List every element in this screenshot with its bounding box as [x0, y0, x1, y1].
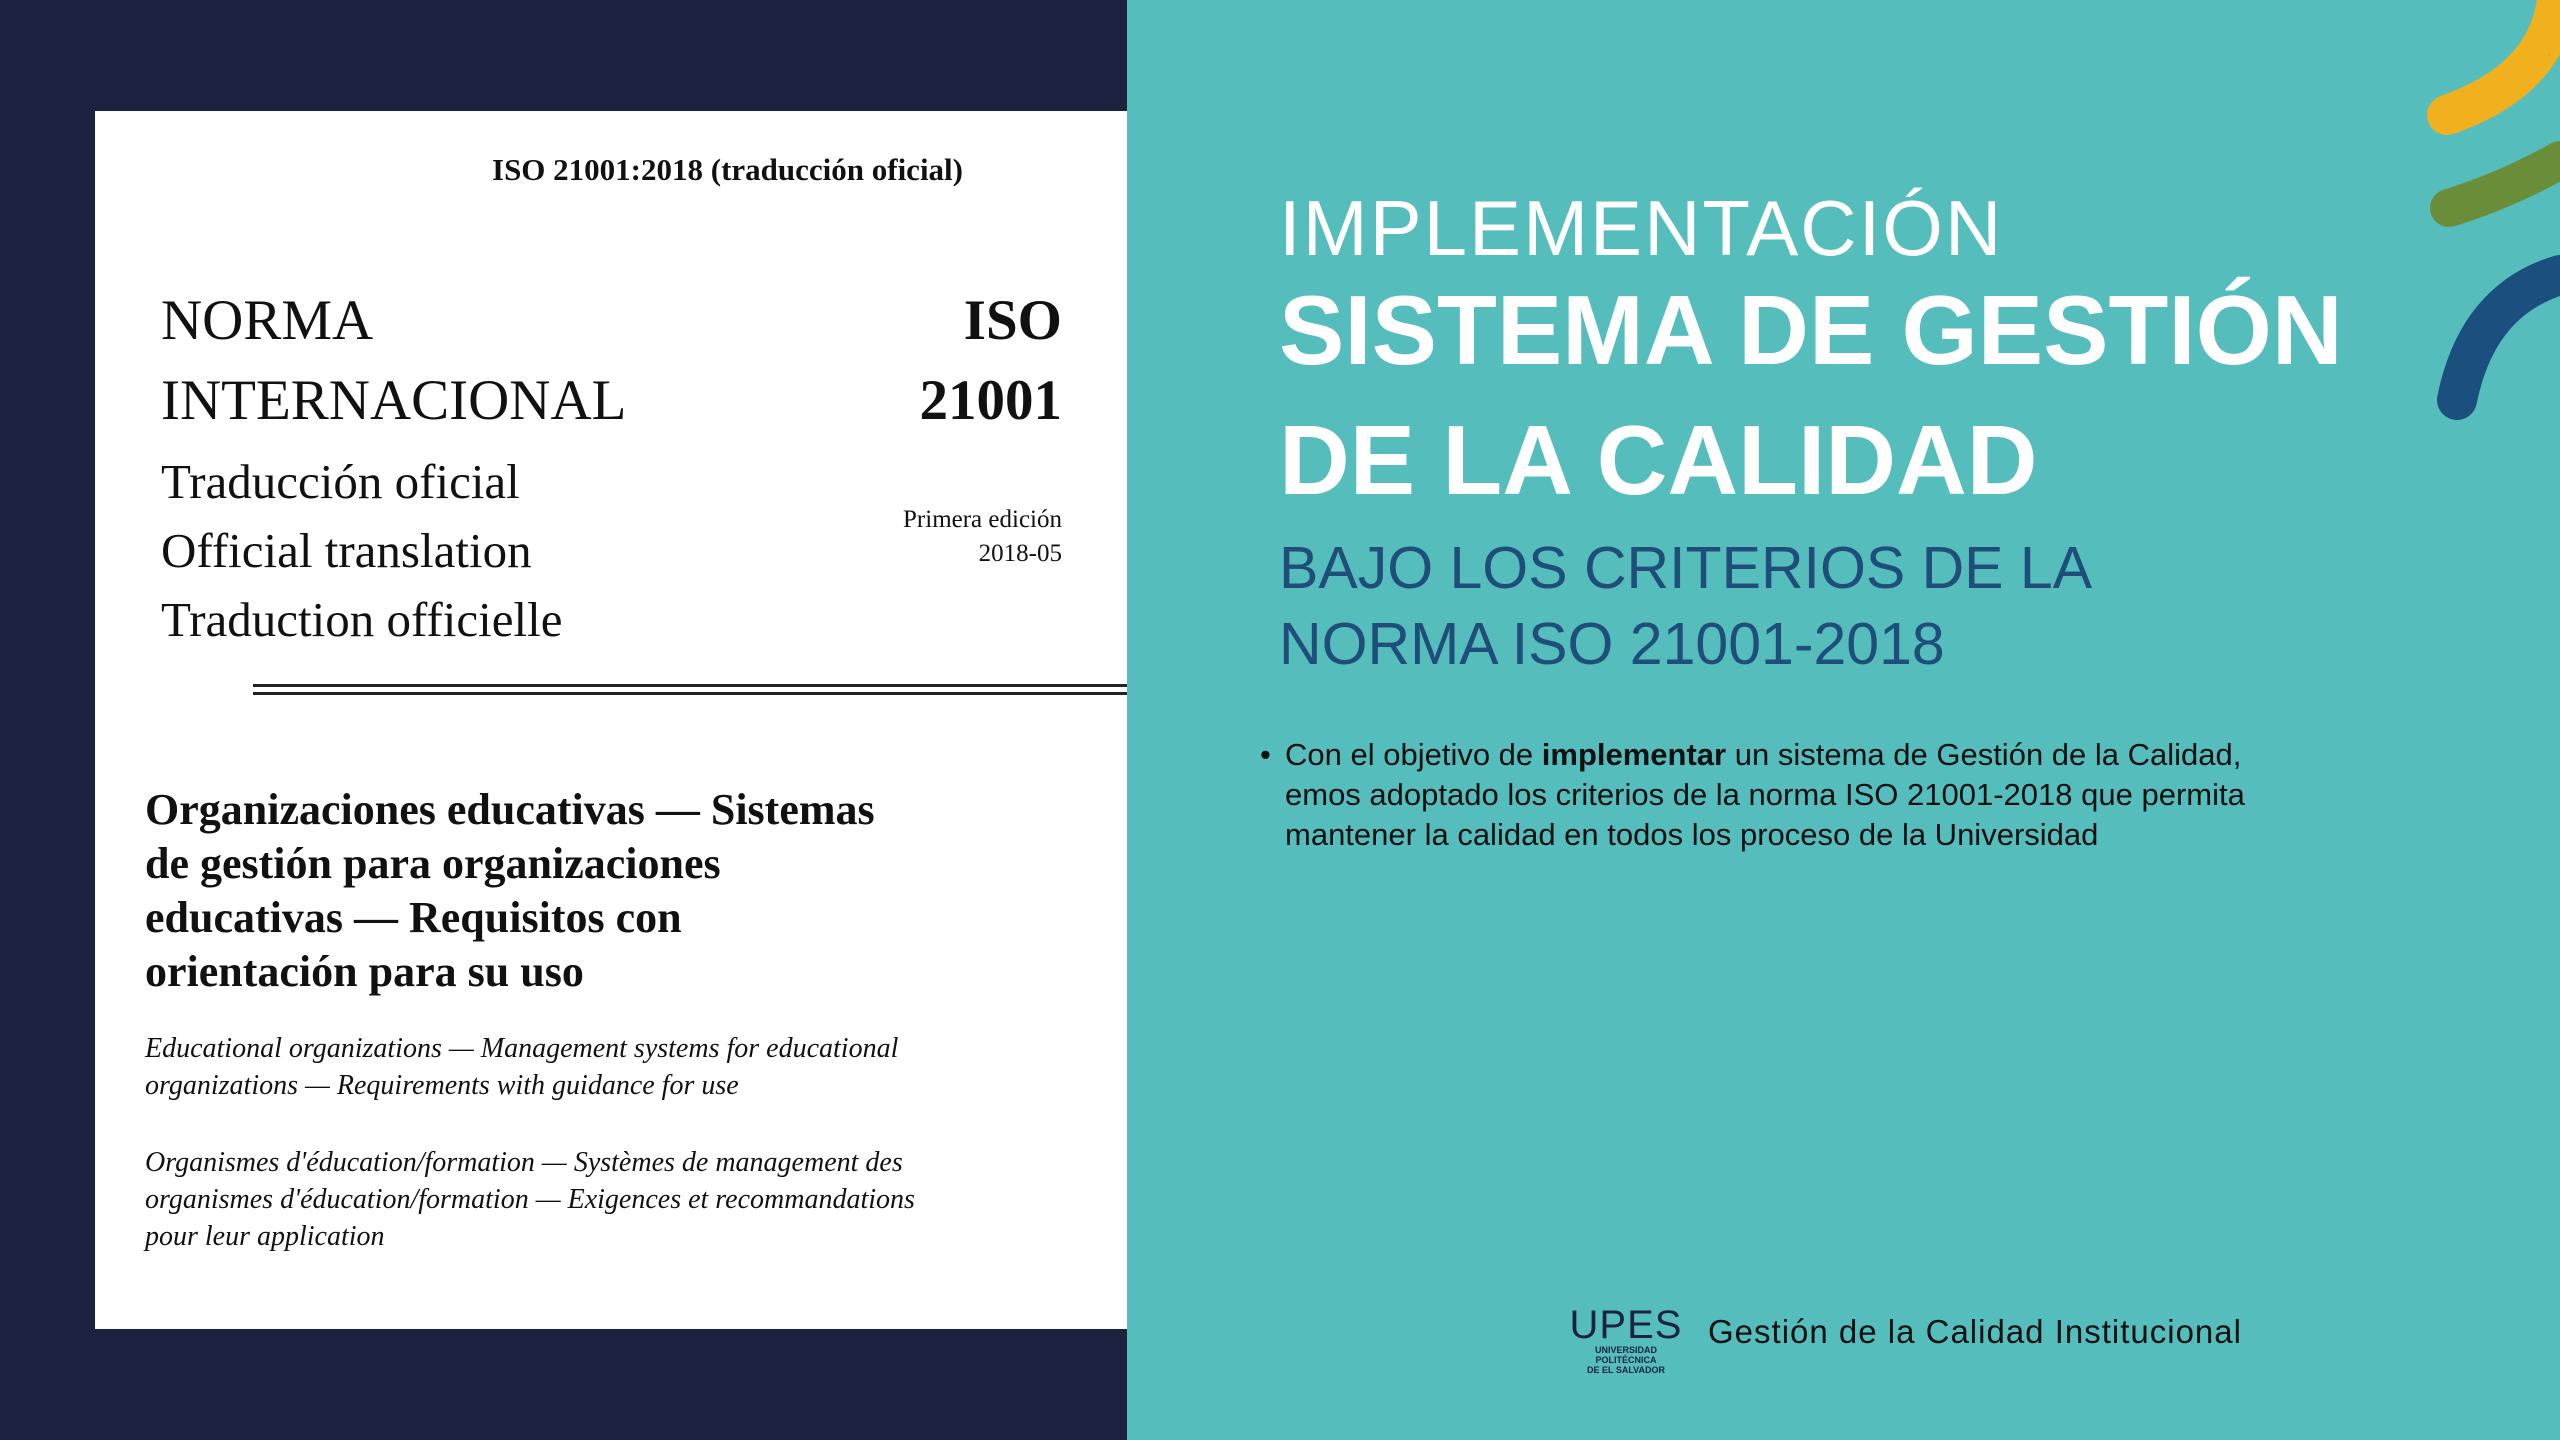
- bullet-text-bold: implementar: [1541, 737, 1727, 772]
- upes-logo-text: UPES: [1569, 1303, 1683, 1347]
- doc-header: ISO 21001:2018 (traducción oficial): [492, 152, 963, 187]
- iso-document-cover: [95, 111, 1127, 1329]
- doc-edition: Primera edición: [903, 506, 1062, 533]
- slide-subtitle-line1: BAJO LOS CRITERIOS DE LA: [1279, 535, 2093, 601]
- doc-title-en-line: Educational organizations — Management systems for educational: [145, 1033, 899, 1064]
- slide-title-line2: DE LA CALIDAD: [1279, 405, 2038, 515]
- slide-kicker: IMPLEMENTACIÓN: [1279, 184, 2004, 272]
- right-panel: [1127, 0, 2560, 1440]
- bullet-dot-icon: •: [1260, 737, 1271, 772]
- doc-edition-date: 2018-05: [978, 540, 1062, 567]
- doc-iso: ISO: [963, 289, 1062, 352]
- doc-title-fr-line: pour leur application: [145, 1221, 385, 1252]
- doc-title-es-line: educativas — Requisitos con: [145, 893, 682, 942]
- deco-yellow-stroke: [2447, 0, 2557, 115]
- doc-divider-top: [253, 684, 1127, 687]
- slide-title-line1: SISTEMA DE GESTIÓN: [1279, 275, 2343, 385]
- doc-title-es-line: orientación para su uso: [145, 947, 584, 996]
- bullet-text-post: un sistema de Gestión de la Calidad,: [1726, 737, 2242, 772]
- upes-logo-sub1: UNIVERSIDAD POLITÉCNICA: [1594, 1345, 1657, 1365]
- doc-translation-es: Traducción oficial: [161, 454, 520, 509]
- doc-internacional: INTERNACIONAL: [161, 369, 627, 432]
- upes-logo-sub2: DE EL SALVADOR: [1586, 1365, 1665, 1375]
- bullet-line-2: emos adoptado los criterios de la norma ISO 21001-2018 que permita: [1285, 777, 2245, 812]
- doc-translation-fr: Traduction officielle: [161, 592, 563, 647]
- objective-bullet: [1260, 735, 2245, 855]
- doc-norma: NORMA: [161, 289, 374, 352]
- bullet-text-pre: Con el objetivo de: [1285, 737, 1542, 772]
- doc-number: 21001: [919, 369, 1062, 432]
- doc-title-fr-line: organismes d'éducation/formation — Exigences et recommandations: [145, 1184, 915, 1215]
- upes-logo: [1564, 1305, 1688, 1375]
- bullet-line-1: [1260, 735, 2245, 775]
- doc-title-en: [145, 1030, 898, 1104]
- deco-blue-stroke: [2457, 275, 2560, 400]
- deco-green-stroke: [2449, 160, 2560, 208]
- bullet-line-3: mantener la calidad en todos los proceso de la Universidad: [1285, 817, 2099, 852]
- doc-divider-bottom: [253, 692, 1127, 695]
- doc-translation-en: Official translation: [161, 523, 532, 578]
- doc-title-es: [145, 783, 875, 999]
- doc-title-es-line: de gestión para organizaciones: [145, 839, 721, 888]
- left-panel: [0, 0, 1127, 1440]
- doc-title-en-line: organizations — Requirements with guidance for use: [145, 1070, 739, 1101]
- doc-title-fr-line: Organismes d'éducation/formation — Systèmes de management des: [145, 1147, 903, 1178]
- doc-title-fr: [145, 1144, 915, 1255]
- footer-label: Gestión de la Calidad Institucional: [1708, 1313, 2242, 1350]
- slide-subtitle-line2: NORMA ISO 21001-2018: [1279, 611, 1945, 677]
- doc-title-es-line: Organizaciones educativas — Sistemas: [145, 785, 875, 834]
- deco-brush-strokes: [2417, 0, 2560, 430]
